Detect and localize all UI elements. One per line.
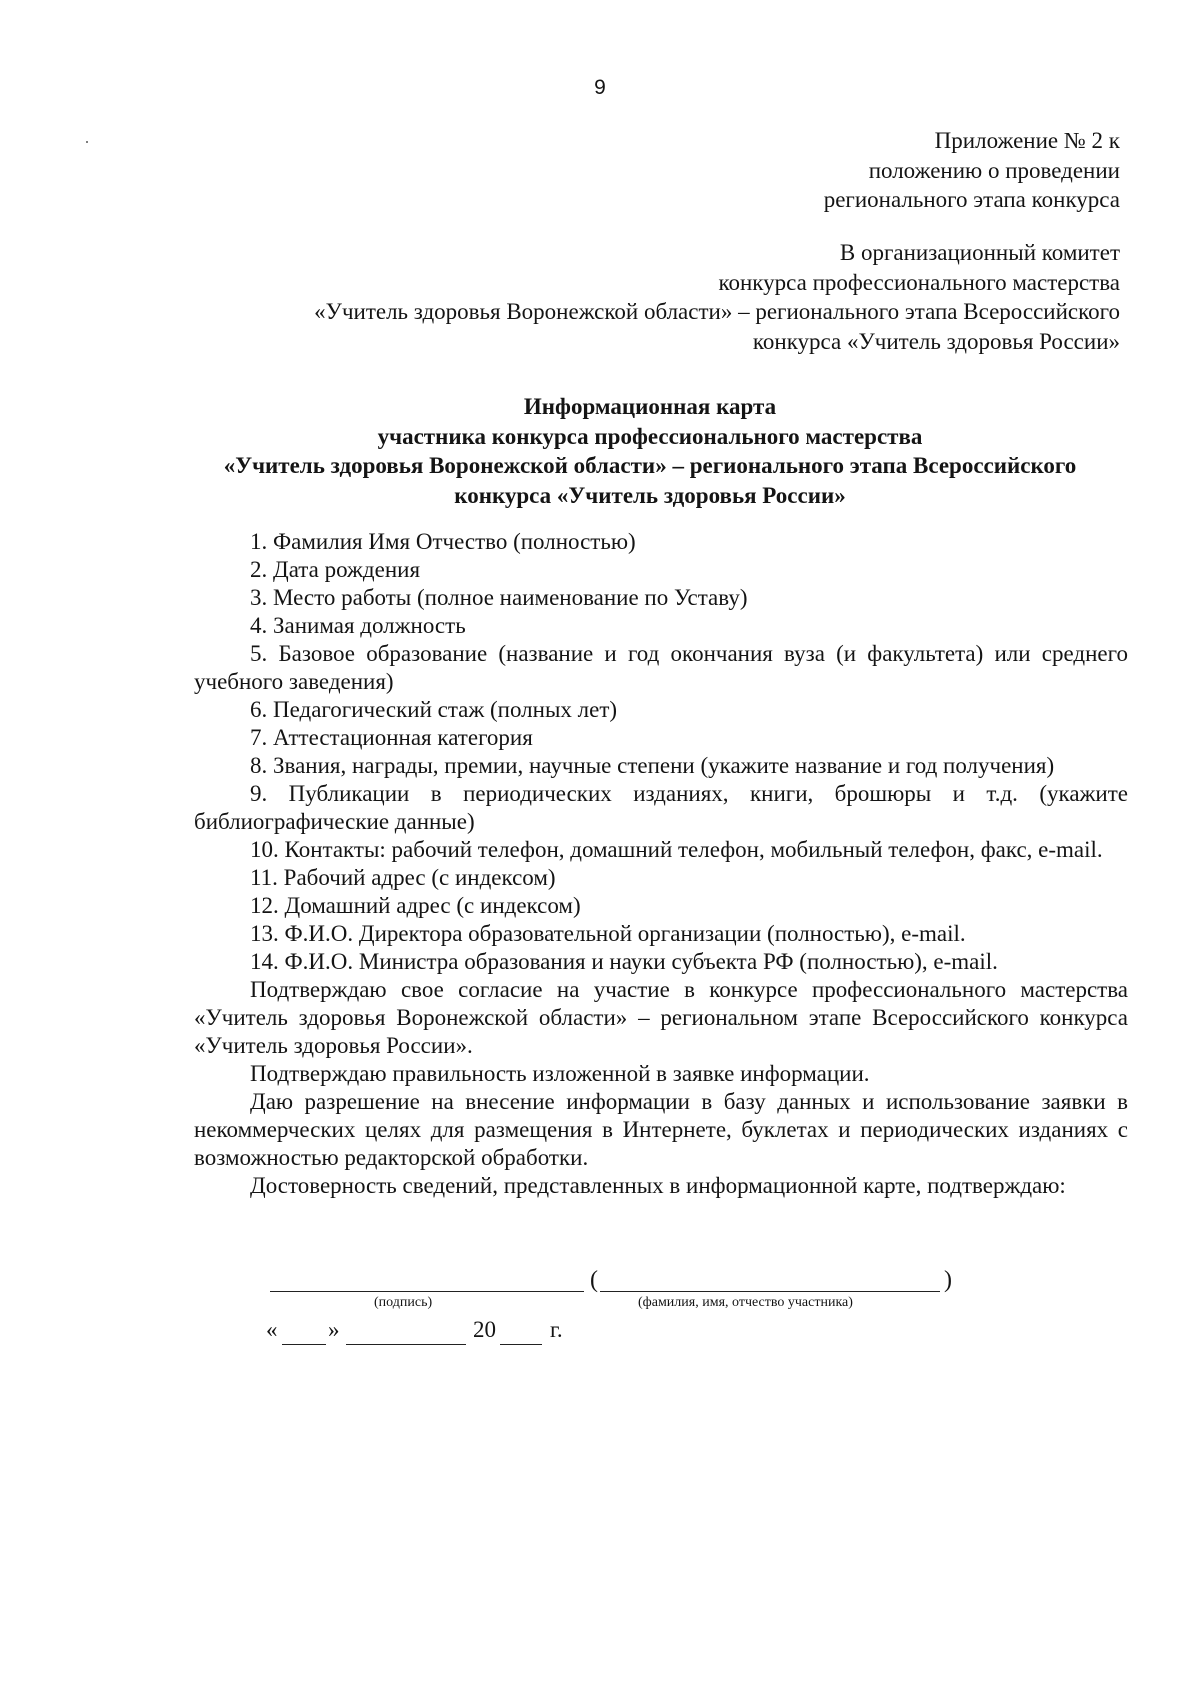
document-title (180, 392, 1120, 510)
form-item: 1. Фамилия Имя Отчество (полностью) (250, 529, 636, 554)
year-prefix: 20 (473, 1317, 496, 1342)
form-item: 8. Звания, награды, премии, научные степени (укажите название и год получения) (250, 753, 1055, 778)
day-line[interactable] (282, 1344, 326, 1345)
form-item: 12. Домашний адрес (с индексом) (250, 893, 581, 918)
appendix-line: регионального этапа конкурса (823, 187, 1120, 212)
name-line[interactable] (600, 1291, 940, 1292)
consent-paragraph: Подтверждаю свое согласие на участие в конкурсе профессионального мастерства «Учитель здоровья Воронежской области» – региональном этапе Всероссийского конкурса «Учитель здоровья России». (194, 977, 1128, 1058)
addressee-line: «Учитель здоровья Воронежской области» – регионального этапа Всероссийского (314, 299, 1120, 324)
page-number: 9 (594, 76, 606, 99)
form-item: 3. Место работы (полное наименование по Уставу) (250, 585, 748, 610)
form-body (194, 528, 1128, 1200)
appendix-line: положению о проведении (868, 157, 1120, 183)
appendix-note (824, 126, 1120, 215)
paren-open: ( (590, 1267, 598, 1293)
paren-close: ) (944, 1267, 952, 1293)
form-item: 6. Педагогический стаж (полных лет) (250, 697, 618, 722)
appendix-line: Приложение № 2 к (934, 128, 1120, 153)
addressee-line: конкурса профессионального мастерства (718, 269, 1120, 295)
form-item: 11. Рабочий адрес (с индексом) (250, 865, 556, 890)
confirmation-paragraph: Подтверждаю правильность изложенной в заявке информации. (250, 1061, 870, 1086)
authenticity-paragraph: Достоверность сведений, представленных в информационной карте, подтверждаю: (250, 1173, 1066, 1198)
addressee-block (314, 238, 1120, 356)
title-line: участника конкурса профессионального мастерства (377, 423, 923, 449)
form-item: 13. Ф.И.О. Директора образовательной организации (полностью), e-mail. (250, 921, 966, 946)
signature-line[interactable] (270, 1291, 584, 1292)
addressee-line: конкурса «Учитель здоровья России» (752, 328, 1120, 354)
signature-caption: (подпись) (374, 1295, 433, 1310)
form-item: 2. Дата рождения (250, 557, 421, 582)
year-line[interactable] (500, 1344, 542, 1345)
name-caption: (фамилия, имя, отчество участника) (638, 1295, 853, 1310)
form-item: 9. Публикации в периодических изданиях, книги, брошюры и т.д. (укажите библиографические данные) (194, 781, 1128, 834)
quote-open: « (266, 1317, 278, 1342)
title-line: конкурса «Учитель здоровья России» (454, 482, 846, 508)
scan-speck (86, 141, 88, 143)
quote-close: » (328, 1317, 340, 1342)
title-line: Информационная карта (523, 394, 777, 419)
addressee-line: В организационный комитет (839, 240, 1120, 265)
permission-paragraph: Даю разрешение на внесение информации в базу данных и использование заявки в некоммерческих целях для размещения в Интернете, буклетах и периодических изданиях с возможностью редакторской обработки. (194, 1089, 1128, 1170)
year-suffix: г. (550, 1317, 563, 1342)
form-item: 4. Занимая должность (250, 613, 466, 638)
form-item: 14. Ф.И.О. Министра образования и науки субъекта РФ (полностью), e-mail. (250, 949, 998, 974)
month-line[interactable] (346, 1344, 466, 1345)
form-item: 7. Аттестационная категория (250, 725, 533, 750)
form-item: 10. Контакты: рабочий телефон, домашний телефон, мобильный телефон, факс, e-mail. (250, 837, 1103, 862)
form-item: 5. Базовое образование (название и год окончания вуза (и факультета) или среднего учебного заведения) (194, 641, 1128, 694)
signature-row (0, 1265, 1200, 1345)
title-line: «Учитель здоровья Воронежской области» – регионального этапа Всероссийского (223, 453, 1077, 478)
